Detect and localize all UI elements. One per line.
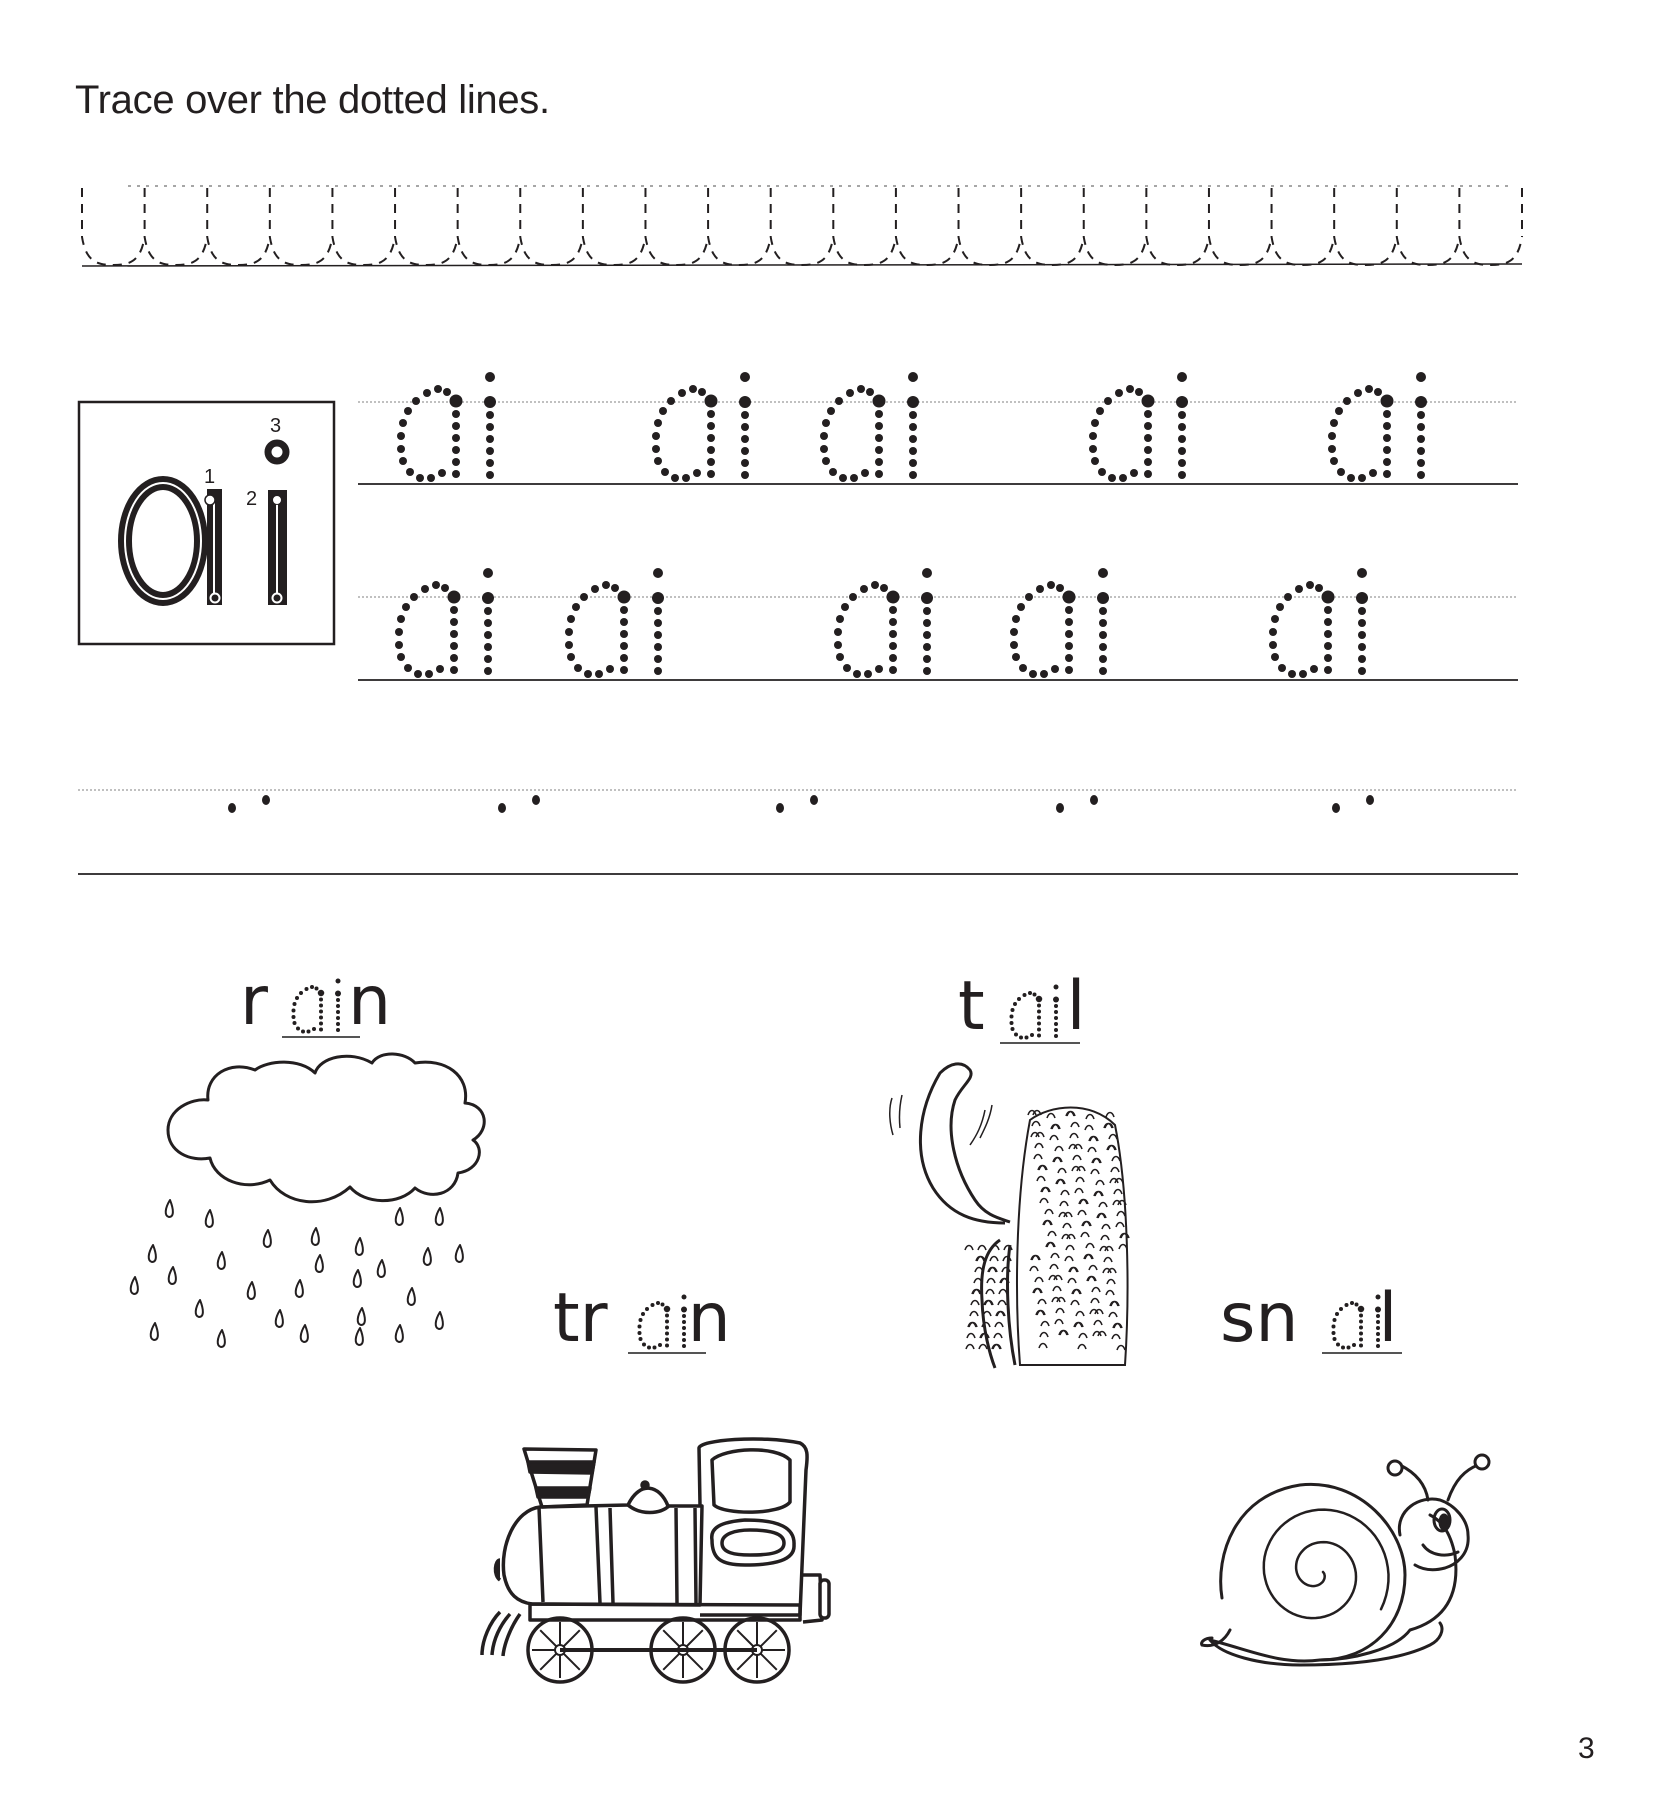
fur-stroke	[1106, 1113, 1114, 1118]
fur-stroke	[1035, 1278, 1043, 1283]
fur-stroke	[1112, 1157, 1120, 1162]
fur-stroke	[1117, 1212, 1125, 1217]
fur-stroke	[1051, 1254, 1059, 1259]
start-dot-i	[1366, 795, 1374, 805]
fur-stroke	[1060, 1202, 1068, 1207]
fur-stroke	[999, 1290, 1007, 1295]
fur-stroke	[1057, 1298, 1065, 1303]
trace-row-3[interactable]	[78, 790, 1518, 874]
fur-stroke	[1032, 1122, 1040, 1127]
fur-stroke	[1047, 1114, 1055, 1119]
fur-stroke	[1107, 1280, 1115, 1285]
tail-icon	[890, 1064, 1129, 1368]
fur-stroke	[967, 1334, 975, 1339]
fur-stroke	[1119, 1245, 1127, 1250]
word-rain-prefix: r	[240, 962, 268, 1041]
raindrop	[218, 1330, 225, 1347]
fur-stroke	[990, 1257, 998, 1262]
fur-stroke	[1117, 1346, 1125, 1351]
raindrop	[424, 1248, 431, 1265]
fur-stroke	[978, 1246, 986, 1251]
dotted-ai-glyph	[652, 372, 751, 482]
start-dot-i	[262, 795, 270, 805]
stroke-number-2: 2	[246, 488, 258, 510]
fur-stroke	[1050, 1136, 1058, 1141]
fur-stroke	[1071, 1301, 1079, 1306]
raindrop	[396, 1325, 403, 1342]
trace-row-2	[358, 568, 1518, 680]
fur-stroke	[1048, 1232, 1056, 1237]
scallop-trace-row	[82, 186, 1522, 266]
fur-stroke	[1081, 1233, 1089, 1238]
fur-stroke	[970, 1312, 978, 1317]
fur-stroke	[1086, 1244, 1094, 1249]
raindrop	[218, 1252, 225, 1269]
raindrop	[408, 1288, 415, 1305]
raindrop	[131, 1277, 138, 1294]
fur-stroke	[987, 1279, 995, 1284]
dotted-ai-glyph	[395, 568, 494, 678]
dotted-ai-glyph	[1269, 568, 1368, 678]
stroke-number-3: 3	[270, 415, 282, 437]
start-dot-a	[1056, 803, 1064, 813]
fur-stroke	[1077, 1167, 1085, 1172]
fur-stroke	[1054, 1276, 1062, 1281]
raindrop	[356, 1238, 363, 1255]
fur-stroke	[1070, 1134, 1078, 1139]
fur-stroke	[1034, 1155, 1042, 1160]
train-icon	[482, 1439, 829, 1682]
word-tail-prefix: t	[958, 967, 985, 1046]
fur-stroke	[986, 1290, 994, 1295]
raindrop	[456, 1245, 463, 1262]
raindrop	[206, 1210, 213, 1227]
raindrop	[196, 1300, 203, 1317]
start-dot-i	[532, 795, 540, 805]
fur-stroke	[1078, 1345, 1086, 1350]
fur-stroke	[1099, 1203, 1107, 1208]
fur-stroke	[1102, 1225, 1110, 1230]
page-number: 3	[1578, 1732, 1595, 1765]
raindrop	[436, 1208, 443, 1225]
word-snail	[1220, 1279, 1398, 1358]
fur-stroke	[1071, 1123, 1079, 1128]
instruction-heading: Trace over the dotted lines.	[75, 78, 550, 122]
fur-stroke	[1030, 1267, 1038, 1272]
raindrop	[169, 1267, 176, 1284]
fur-stroke	[1037, 1177, 1045, 1182]
raindrop	[264, 1230, 271, 1247]
word-snail-suffix: l	[1378, 1279, 1398, 1358]
fur-stroke	[1063, 1224, 1071, 1229]
fur-stroke	[1101, 1236, 1109, 1241]
fur-stroke	[1104, 1258, 1112, 1263]
raindrop	[301, 1325, 308, 1342]
fur-stroke	[1050, 1265, 1058, 1270]
snail-icon	[1202, 1455, 1489, 1665]
fur-stroke	[1067, 1235, 1075, 1240]
fur-stroke	[1041, 1322, 1049, 1327]
fur-stroke	[1105, 1247, 1113, 1252]
fur-stroke	[971, 1301, 979, 1306]
word-train-suffix: n	[687, 1279, 731, 1358]
dotted-ai-glyph	[834, 568, 933, 678]
fur-stroke	[1098, 1332, 1106, 1337]
fur-stroke	[1112, 1335, 1120, 1340]
fur-stroke	[1056, 1309, 1064, 1314]
fur-stroke	[1074, 1145, 1082, 1150]
fur-stroke	[1073, 1156, 1081, 1161]
dotted-ai-glyph	[820, 372, 919, 482]
raindrop	[149, 1245, 156, 1262]
fur-stroke	[1106, 1291, 1114, 1296]
start-dot-a	[1332, 803, 1340, 813]
raindrop	[312, 1228, 319, 1245]
stroke-number-1: 1	[204, 466, 216, 488]
raindrop	[166, 1200, 173, 1217]
raindrop	[356, 1328, 363, 1345]
fur-stroke	[1075, 1189, 1083, 1194]
fur-stroke	[1068, 1279, 1076, 1284]
raindrop	[276, 1310, 283, 1327]
start-dot-a	[776, 803, 784, 813]
fur-stroke	[1053, 1287, 1061, 1292]
fur-stroke	[1036, 1133, 1044, 1138]
raindrop	[248, 1282, 255, 1299]
fur-stroke	[995, 1323, 1003, 1328]
word-tail	[958, 967, 1086, 1046]
start-dot-i	[810, 795, 818, 805]
dotted-ai-glyph	[1089, 372, 1188, 482]
fur-stroke	[1045, 1210, 1053, 1215]
fur-stroke	[1108, 1269, 1116, 1274]
fur-stroke	[1038, 1300, 1046, 1305]
raindrop	[316, 1255, 323, 1272]
raindrop	[378, 1260, 385, 1277]
word-tail-suffix: l	[1066, 967, 1086, 1046]
fur-stroke	[1064, 1213, 1072, 1218]
raindrop	[151, 1323, 158, 1340]
fur-stroke	[1096, 1181, 1104, 1186]
fur-stroke	[1078, 1211, 1086, 1216]
dotted-ai-glyph	[1328, 372, 1427, 482]
fur-stroke	[1109, 1313, 1117, 1318]
word-train-prefix: tr	[553, 1279, 608, 1358]
fur-stroke	[1091, 1170, 1099, 1175]
word-rain-suffix: n	[347, 962, 392, 1041]
fur-stroke	[1094, 1321, 1102, 1326]
fur-stroke	[1065, 1257, 1073, 1262]
fur-stroke	[998, 1301, 1006, 1306]
word-train	[553, 1279, 731, 1358]
fur-stroke	[1091, 1299, 1099, 1304]
fur-stroke	[1055, 1320, 1063, 1325]
fur-stroke	[1111, 1168, 1119, 1173]
fur-stroke	[1095, 1310, 1103, 1315]
raindrop	[396, 1208, 403, 1225]
word-rain	[240, 962, 392, 1041]
trace-row-1	[358, 372, 1518, 484]
letter-box	[79, 402, 334, 644]
raindrop	[354, 1270, 361, 1287]
fur-stroke	[1076, 1312, 1084, 1317]
dotted-ai-glyph	[1010, 568, 1109, 678]
fur-stroke	[1066, 1246, 1074, 1251]
fur-stroke	[1109, 1135, 1117, 1140]
fur-stroke	[1089, 1266, 1097, 1271]
fur-stroke	[1039, 1344, 1047, 1349]
fur-stroke	[979, 1345, 987, 1350]
fur-stroke	[1085, 1126, 1093, 1131]
start-dot-a	[228, 803, 236, 813]
start-dot-a	[498, 803, 506, 813]
fur-stroke	[994, 1334, 1002, 1339]
fur-stroke	[1114, 1190, 1122, 1195]
fur-stroke	[1040, 1199, 1048, 1204]
fur-stroke	[1079, 1334, 1087, 1339]
raindrop	[436, 1312, 443, 1329]
fur-stroke	[1086, 1115, 1094, 1120]
fur-stroke	[1061, 1191, 1069, 1196]
fur-stroke	[1055, 1147, 1063, 1152]
raindrop	[358, 1308, 365, 1325]
fur-stroke	[1116, 1223, 1124, 1228]
dotted-ai-glyph	[397, 372, 496, 482]
fur-stroke	[1058, 1169, 1066, 1174]
fur-stroke	[965, 1246, 973, 1251]
start-dot-i	[1090, 795, 1098, 805]
fur-stroke	[1040, 1333, 1048, 1338]
word-snail-prefix: sn	[1220, 1279, 1299, 1358]
dotted-ai-glyph	[565, 568, 664, 678]
fur-stroke	[1076, 1178, 1084, 1183]
rain-cloud-icon	[131, 1054, 485, 1347]
fur-stroke	[966, 1345, 974, 1350]
fur-stroke	[1088, 1148, 1096, 1153]
fur-stroke	[1035, 1144, 1043, 1149]
fur-stroke	[1092, 1288, 1100, 1293]
raindrop	[296, 1280, 303, 1297]
